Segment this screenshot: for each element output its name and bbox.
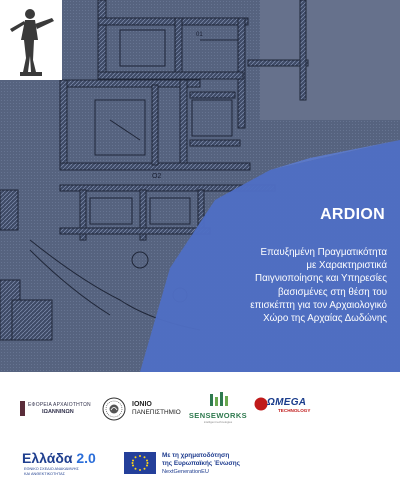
eu-line2: της Ευρωπαϊκής Ένωσης [162,460,240,467]
subtitle-line: επισκέπτη για τον Αρχαιολογικό [250,299,387,311]
omega-icon [254,397,268,411]
eu-funding-logo [124,450,304,480]
ionio-seal-icon [102,397,126,421]
senseworks-tagline: intelligent technologies [203,420,233,424]
plan-label-01: 01 [196,32,203,38]
ephoria-mark-icon [20,401,25,416]
subtitle-line: βασισμένες στη θέση του [278,286,387,298]
senseworks-mark-icon [210,392,228,408]
cover-subtitle [205,246,387,325]
cover-title: ARDION [320,206,385,223]
plan-label-o2: Ο2 [152,173,162,180]
senseworks-name: SENSEWORKS [188,411,248,420]
subtitle-line: Παιγνιοποίησης και Υπηρεσίες [255,273,387,285]
omega-tagline: TECHNOLOGY [278,408,311,413]
ionio-line2: ΠΑΝΕΠΙΣΤΗΜΙΟ [132,409,181,416]
ionio-logo [102,397,182,423]
omega-name: ΩMEGA [267,397,307,408]
eu-flag-icon [124,452,156,474]
eu-line1: Με τη χρηματοδότηση [162,452,230,459]
ellada-caption [24,467,79,476]
ellada-logo [22,450,104,480]
ephoria-logo [20,398,92,420]
ellada-caption-line1: ΕΘΝΙΚΟ ΣΧΕΔΙΟ ΑΝΑΚΑΜΨΗΣ [24,467,79,471]
subtitle-line: Χώρο της Αρχαίας Δωδώνης [263,313,387,325]
ephoria-line1: ΕΦΟΡΕΙΑ ΑΡΧΑΙΟΤΗΤΩΝ [28,402,91,408]
ellada-name: Ελλάδα [22,450,73,466]
omega-logo [254,397,324,419]
senseworks-logo [186,392,250,428]
statue-icon [0,0,62,80]
eu-line3: NextGenerationEU [162,469,209,475]
ephoria-line2: ΙΩΑΝΝΙΝΩΝ [42,409,74,415]
subtitle-line: Επαυξημένη Πραγματικότητα [260,247,387,258]
ellada-version: 2.0 [76,450,96,466]
subtitle-line: με Χαρακτηριστικά [306,260,387,272]
ionio-line1: ΙΟΝΙΟ [132,401,152,408]
ellada-wordmark [22,450,96,466]
ellada-caption-line2: ΚΑΙ ΑΝΘΕΚΤΙΚΟΤΗΤΑΣ [24,471,65,476]
